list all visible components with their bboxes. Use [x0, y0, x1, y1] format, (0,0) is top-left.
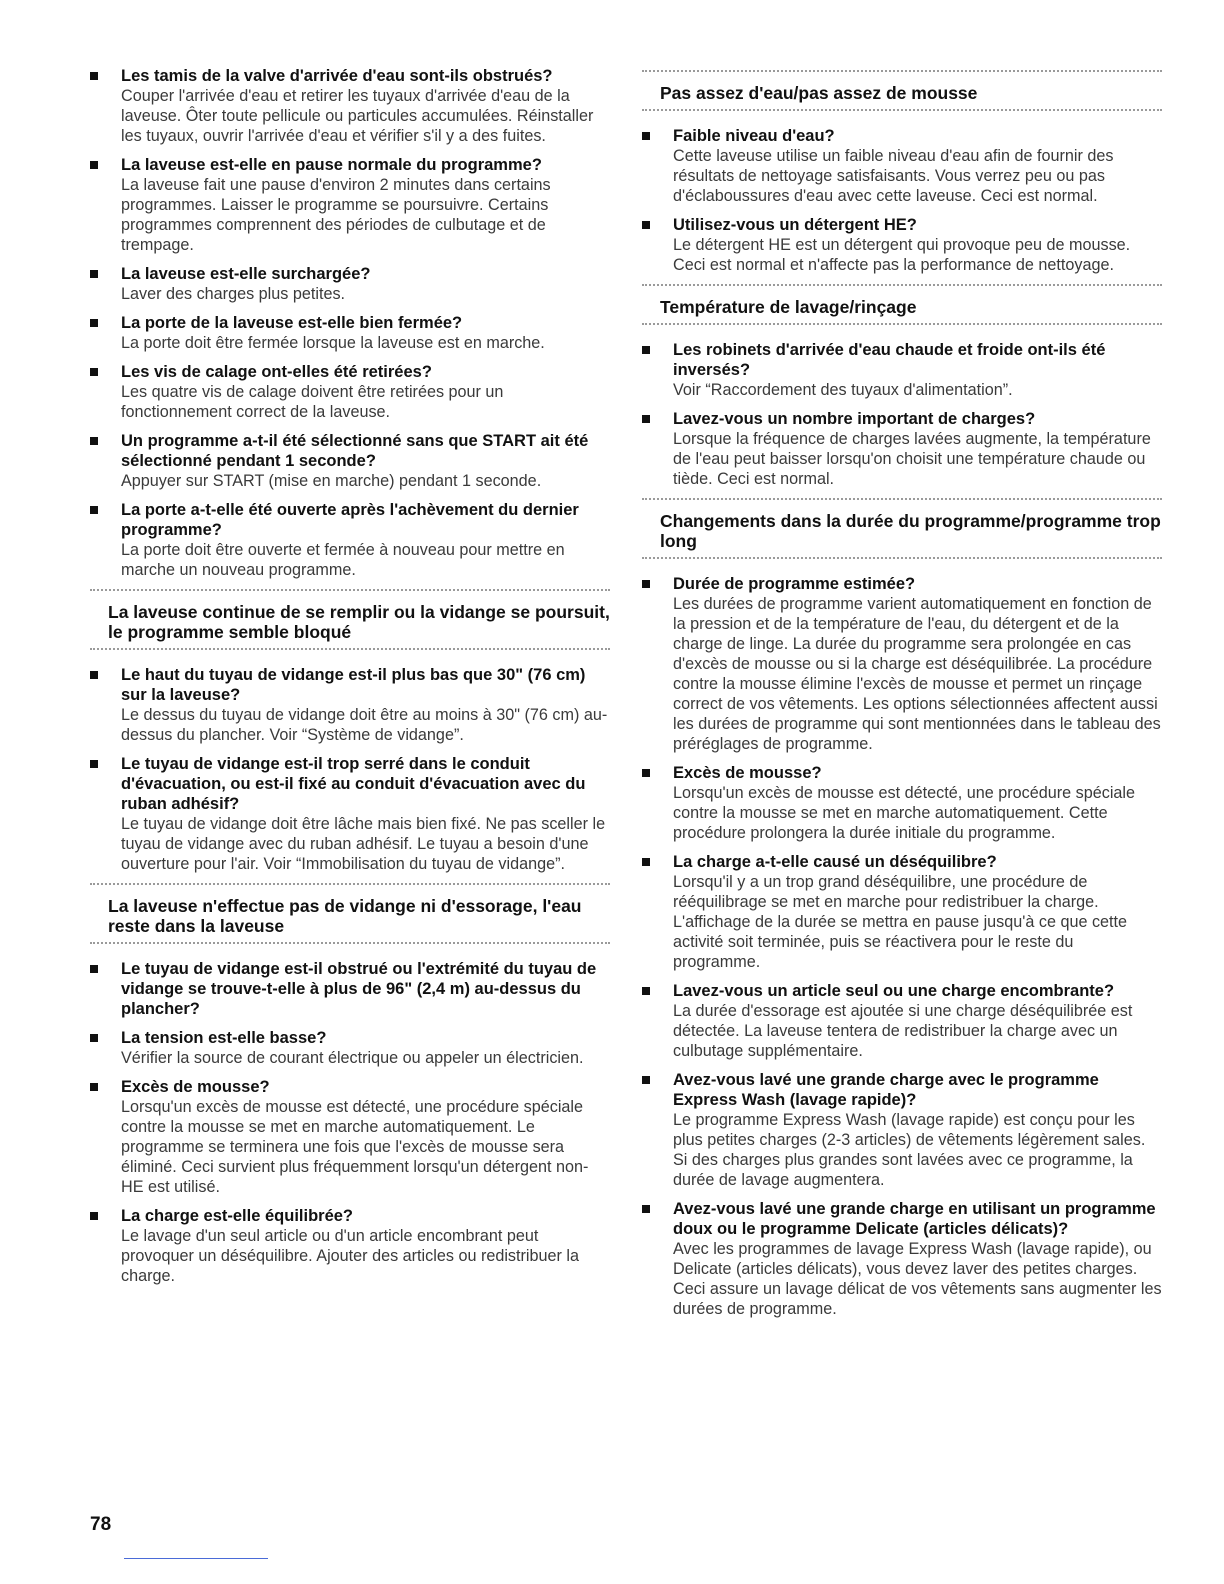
troubleshoot-item	[642, 763, 1162, 843]
section-header	[642, 70, 1162, 114]
question: Avez-vous lavé une grande charge en utilisant un programme doux ou le programme Delicate (articles délicats)?	[673, 1200, 1156, 1238]
question: La charge a-t-elle causé un déséquilibre?	[673, 853, 997, 871]
square-bullet-icon	[642, 415, 650, 423]
question: La laveuse est-elle surchargée?	[121, 265, 371, 283]
troubleshoot-item	[90, 959, 610, 1019]
section-title: La laveuse n'effectue pas de vidange ni d'essorage, l'eau reste dans la laveuse	[108, 896, 582, 936]
square-bullet-icon	[90, 1034, 98, 1042]
section-header	[642, 498, 1162, 562]
answer: Les durées de programme varient automatiquement en fonction de la pression et de la température de l'eau, du détergent et de la charge de linge. La durée du programme sera prolongée en cas d'excès de mousse ou si la charge est déséquilibrée. La procédure contre la mousse élimine l'excès de mousse et permet un rinçage correct de vos vêtements. Les options sélectionnées affectent aussi les durées de programme qui sont mentionnées dans le tableau des préréglages de programme.	[673, 595, 1161, 753]
square-bullet-icon	[90, 1212, 98, 1220]
troubleshoot-item	[90, 431, 610, 491]
section-header	[90, 589, 610, 653]
square-bullet-icon	[90, 368, 98, 376]
answer: Couper l'arrivée d'eau et retirer les tuyaux d'arrivée d'eau de la laveuse. Ôter toute pellicule ou particules accumulées. Réinstaller les tuyaux, ouvrir l'arrivée d'eau et vérifier s'il y a des fuites.	[121, 87, 594, 145]
troubleshoot-item	[90, 754, 610, 874]
answer: Avec les programmes de lavage Express Wash (lavage rapide), ou Delicate (articles délicats), vous devez laver des petites charges. Ceci assure un lavage délicat de vos vêtements sans augmenter les durées de programme.	[673, 1240, 1162, 1318]
footer-rule	[124, 1558, 268, 1559]
troubleshoot-item	[642, 409, 1162, 489]
troubleshoot-item	[642, 852, 1162, 972]
troubleshoot-item	[90, 66, 610, 146]
square-bullet-icon	[90, 319, 98, 327]
question: La porte de la laveuse est-elle bien fermée?	[121, 314, 463, 332]
question: Les tamis de la valve d'arrivée d'eau sont-ils obstrués?	[121, 67, 553, 85]
answer: Le dessus du tuyau de vidange doit être au moins à 30" (76 cm) au-dessus du plancher. Voir “Système de vidange”.	[121, 706, 608, 744]
answer: La durée d'essorage est ajoutée si une charge déséquilibrée est détectée. La laveuse tentera de redistribuer la charge avec un culbutage supplémentaire.	[673, 1002, 1133, 1060]
dotted-rule	[90, 648, 610, 653]
answer: La porte doit être fermée lorsque la laveuse est en marche.	[121, 334, 545, 352]
square-bullet-icon	[642, 987, 650, 995]
question: Lavez-vous un article seul ou une charge encombrante?	[673, 982, 1115, 1000]
square-bullet-icon	[642, 221, 650, 229]
troubleshoot-item	[90, 1206, 610, 1286]
troubleshoot-item	[642, 1070, 1162, 1190]
square-bullet-icon	[642, 769, 650, 777]
square-bullet-icon	[642, 346, 650, 354]
answer: Lorsque la fréquence de charges lavées augmente, la température de l'eau peut baisser lorsqu'on choisit une température chaude ou tiède. Ceci est normal.	[673, 430, 1151, 488]
square-bullet-icon	[642, 132, 650, 140]
answer: Lorsqu'un excès de mousse est détecté, une procédure spéciale contre la mousse se met en marche automatiquement. Cette procédure prolongera la durée initiale du programme.	[673, 784, 1136, 842]
question: La tension est-elle basse?	[121, 1029, 327, 1047]
question: Le haut du tuyau de vidange est-il plus bas que 30" (76 cm) sur la laveuse?	[121, 666, 586, 704]
square-bullet-icon	[90, 270, 98, 278]
troubleshoot-item	[90, 1077, 610, 1197]
troubleshoot-item	[90, 264, 610, 304]
troubleshoot-item	[642, 574, 1162, 754]
section-title: Pas assez d'eau/pas assez de mousse	[660, 83, 978, 103]
square-bullet-icon	[642, 1205, 650, 1213]
page-number: 78	[90, 1514, 112, 1535]
question: Lavez-vous un nombre important de charges?	[673, 410, 1036, 428]
troubleshoot-item	[90, 665, 610, 745]
square-bullet-icon	[642, 858, 650, 866]
square-bullet-icon	[90, 506, 98, 514]
troubleshoot-item	[90, 313, 610, 353]
dotted-rule	[90, 942, 610, 947]
troubleshoot-item	[90, 500, 610, 580]
dotted-rule	[642, 557, 1162, 562]
troubleshoot-item	[90, 155, 610, 255]
answer: La porte doit être ouverte et fermée à nouveau pour mettre en marche un nouveau programme.	[121, 541, 565, 579]
left-column	[90, 66, 610, 1295]
square-bullet-icon	[90, 437, 98, 445]
answer: La laveuse fait une pause d'environ 2 minutes dans certains programmes. Laisser le programme se poursuivre. Certains programmes comprennent des périodes de culbutage et de trempage.	[121, 176, 551, 254]
question: Faible niveau d'eau?	[673, 127, 835, 145]
section-title: Température de lavage/rinçage	[660, 297, 917, 317]
troubleshoot-item	[90, 1028, 610, 1068]
question: Le tuyau de vidange est-il obstrué ou l'extrémité du tuyau de vidange se trouve-t-elle à plus de 96" (2,4 m) au-dessus du plancher?	[121, 960, 597, 1018]
troubleshoot-item	[642, 126, 1162, 206]
troubleshoot-item	[642, 215, 1162, 275]
question: Les robinets d'arrivée d'eau chaude et froide ont-ils été inversés?	[673, 341, 1106, 379]
answer: Le programme Express Wash (lavage rapide) est conçu pour les plus petites charges (2-3 articles) de vêtements légèrement sales. Si des charges plus grandes sont lavées avec ce programme, la durée de lavage augmentera.	[673, 1111, 1146, 1189]
dotted-rule	[642, 323, 1162, 328]
answer: Lorsqu'un excès de mousse est détecté, une procédure spéciale contre la mousse se met en marche automatiquement. Le programme se terminera une fois que l'excès de mousse sera éliminé. Ceci survient plus fréquemment lorsqu'un détergent non-HE est utilisé.	[121, 1098, 589, 1196]
troubleshoot-item	[642, 340, 1162, 400]
answer: Laver des charges plus petites.	[121, 285, 346, 303]
answer: Voir “Raccordement des tuyaux d'alimentation”.	[673, 381, 1013, 399]
question: Utilisez-vous un détergent HE?	[673, 216, 917, 234]
answer: Le détergent HE est un détergent qui provoque peu de mousse. Ceci est normal et n'affecte pas la performance de nettoyage.	[673, 236, 1131, 274]
answer: Vérifier la source de courant électrique ou appeler un électricien.	[121, 1049, 584, 1067]
question: Excès de mousse?	[673, 764, 822, 782]
square-bullet-icon	[642, 1076, 650, 1084]
troubleshoot-item	[642, 981, 1162, 1061]
question: La laveuse est-elle en pause normale du programme?	[121, 156, 542, 174]
square-bullet-icon	[90, 161, 98, 169]
question: Le tuyau de vidange est-il trop serré dans le conduit d'évacuation, ou est-il fixé au conduit d'évacuation avec du ruban adhésif?	[121, 755, 586, 813]
section-title: Changements dans la durée du programme/programme trop long	[660, 511, 1161, 551]
question: Un programme a-t-il été sélectionné sans que START ait été sélectionné pendant 1 seconde?	[121, 432, 589, 470]
square-bullet-icon	[642, 580, 650, 588]
square-bullet-icon	[90, 72, 98, 80]
square-bullet-icon	[90, 671, 98, 679]
troubleshoot-item	[642, 1199, 1162, 1319]
answer: Cette laveuse utilise un faible niveau d'eau afin de fournir des résultats de nettoyage satisfaisants. Vous verrez peu ou pas d'éclaboussures d'eau avec cette laveuse. Ceci est normal.	[673, 147, 1114, 205]
square-bullet-icon	[90, 1083, 98, 1091]
troubleshoot-item	[90, 362, 610, 422]
right-column	[642, 66, 1162, 1328]
question: Excès de mousse?	[121, 1078, 270, 1096]
question: Durée de programme estimée?	[673, 575, 916, 593]
answer: Lorsqu'il y a un trop grand déséquilibre, une procédure de rééquilibrage se met en marche pour redistribuer la charge. L'affichage de la durée se mettra en pause jusqu'à ce que cette activité soit terminée, puis se réactivera pour le reste du programme.	[673, 873, 1128, 971]
square-bullet-icon	[90, 760, 98, 768]
question: La charge est-elle équilibrée?	[121, 1207, 353, 1225]
question: Les vis de calage ont-elles été retirées?	[121, 363, 432, 381]
question: La porte a-t-elle été ouverte après l'achèvement du dernier programme?	[121, 501, 579, 539]
answer: Le lavage d'un seul article ou d'un article encombrant peut provoquer un déséquilibre. Ajouter des articles ou redistribuer la charge.	[121, 1227, 580, 1285]
answer: Les quatre vis de calage doivent être retirées pour un fonctionnement correct de la laveuse.	[121, 383, 504, 421]
section-title: La laveuse continue de se remplir ou la vidange se poursuit, le programme semble bloqué	[108, 602, 610, 642]
square-bullet-icon	[90, 965, 98, 973]
dotted-rule	[642, 109, 1162, 114]
answer: Appuyer sur START (mise en marche) pendant 1 seconde.	[121, 472, 542, 490]
answer: Le tuyau de vidange doit être lâche mais bien fixé. Ne pas sceller le tuyau de vidange avec du ruban adhésif. Le tuyau a besoin d'une ouverture pour l'air. Voir “Immobilisation du tuyau de vidange”.	[121, 815, 606, 873]
section-header	[642, 284, 1162, 328]
section-header	[90, 883, 610, 947]
question: Avez-vous lavé une grande charge avec le programme Express Wash (lavage rapide)?	[673, 1071, 1099, 1109]
